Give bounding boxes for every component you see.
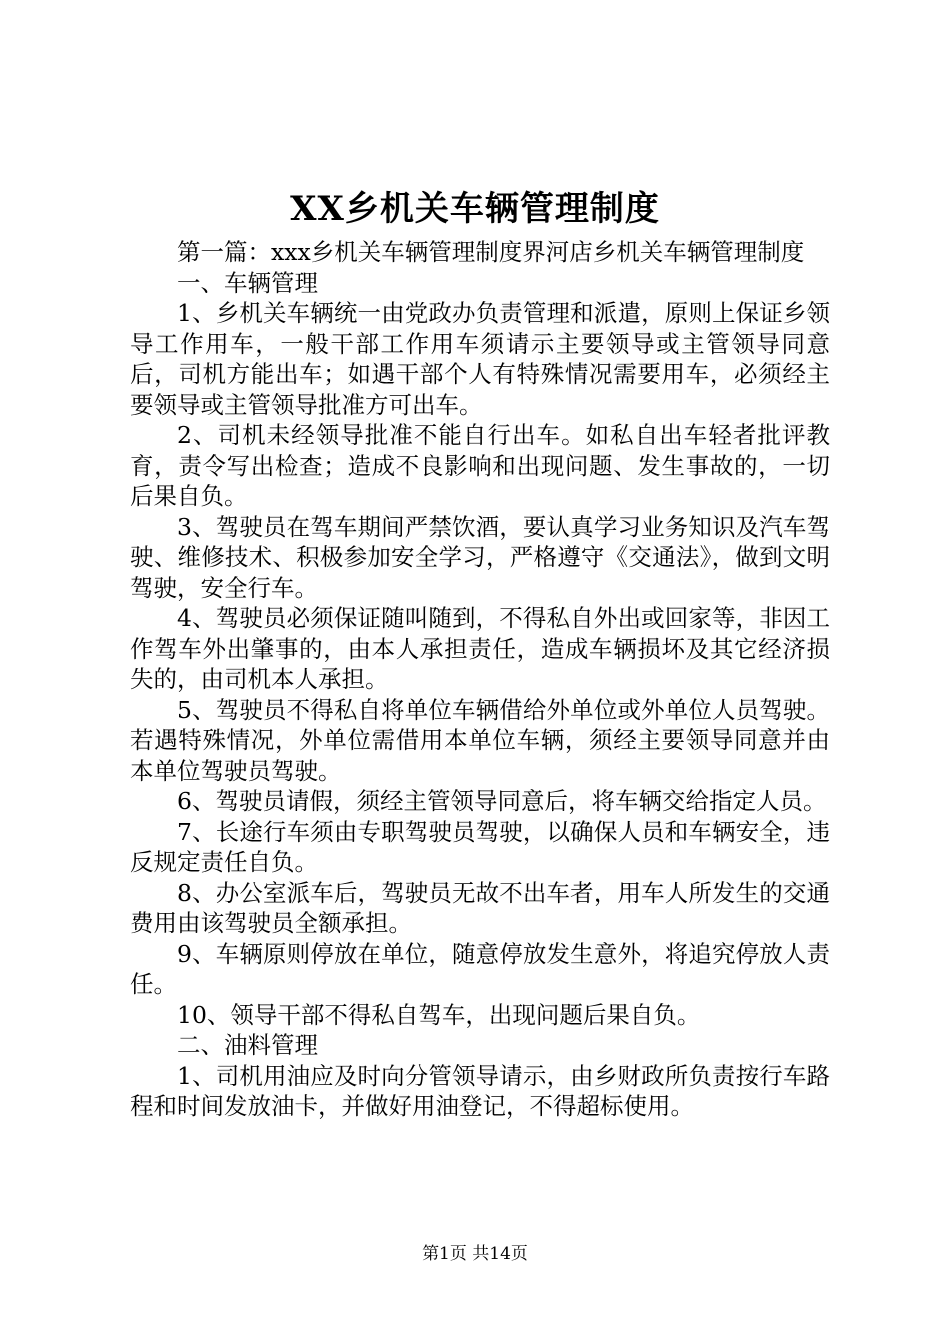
paragraph-rule-8: 8、办公室派车后，驾驶员无故不出车者，用车人所发生的交通费用由该驾驶员全额承担。: [130, 878, 830, 937]
paragraph-rule-7: 7、长途行车须由专职驾驶员驾驶，以确保人员和车辆安全，违反规定责任自负。: [130, 817, 830, 876]
section-heading-vehicle-management: 一、车辆管理: [177, 268, 318, 297]
paragraph-rule-1: 1、乡机关车辆统一由党政办负责管理和派遣，原则上保证乡领导工作用车，一般干部工作用车须请示主要领导或主管领导同意后，司机方能出车；如遇干部个人有特殊情况需要用车，必须经主要领导或主管领导批准方可出车。: [130, 299, 830, 419]
paragraph-rule-10: 10、领导干部不得私自驾车，出现问题后果自负。: [177, 1000, 701, 1029]
paragraph-intro: 第一篇：xxx乡机关车辆管理制度界河店乡机关车辆管理制度: [177, 238, 805, 266]
paragraph-rule-2: 2、司机未经领导批准不能自行出车。如私自出车轻者批评教育，责令写出检查；造成不良影响和出现问题、发生事故的，一切后果自负。: [130, 421, 830, 510]
paragraph-rule-4: 4、驾驶员必须保证随叫随到，不得私自外出或回家等，非因工作驾车外出肇事的，由本人承担责任，造成车辆损坏及其它经济损失的，由司机本人承担。: [130, 604, 830, 693]
document-title: XX乡机关车辆管理制度: [290, 189, 660, 229]
document-body: [130, 237, 830, 1122]
section-heading-fuel-management: 二、油料管理: [177, 1031, 318, 1059]
page-footer: 第1页 共14页: [422, 1244, 528, 1264]
paragraph-rule-3: 3、驾驶员在驾车期间严禁饮酒，要认真学习业务知识及汽车驾驶、维修技术、积极参加安全学习，严格遵守《交通法》，做到文明驾驶，安全行车。: [130, 512, 830, 602]
paragraph-rule-6: 6、驾驶员请假，须经主管领导同意后，将车辆交给指定人员。: [177, 787, 827, 815]
paragraph-rule-5: 5、驾驶员不得私自将单位车辆借给外单位或外单位人员驾驶。若遇特殊情况，外单位需借用本单位车辆，须经主要领导同意并由本单位驾驶员驾驶。: [130, 695, 830, 785]
paragraph-rule-9: 9、车辆原则停放在单位，随意停放发生意外，将追究停放人责任。: [130, 939, 830, 998]
paragraph-fuel-rule-1: 1、司机用油应及时向分管领导请示，由乡财政所负责按行车路程和时间发放油卡，并做好用油登记，不得超标使用。: [130, 1061, 830, 1120]
